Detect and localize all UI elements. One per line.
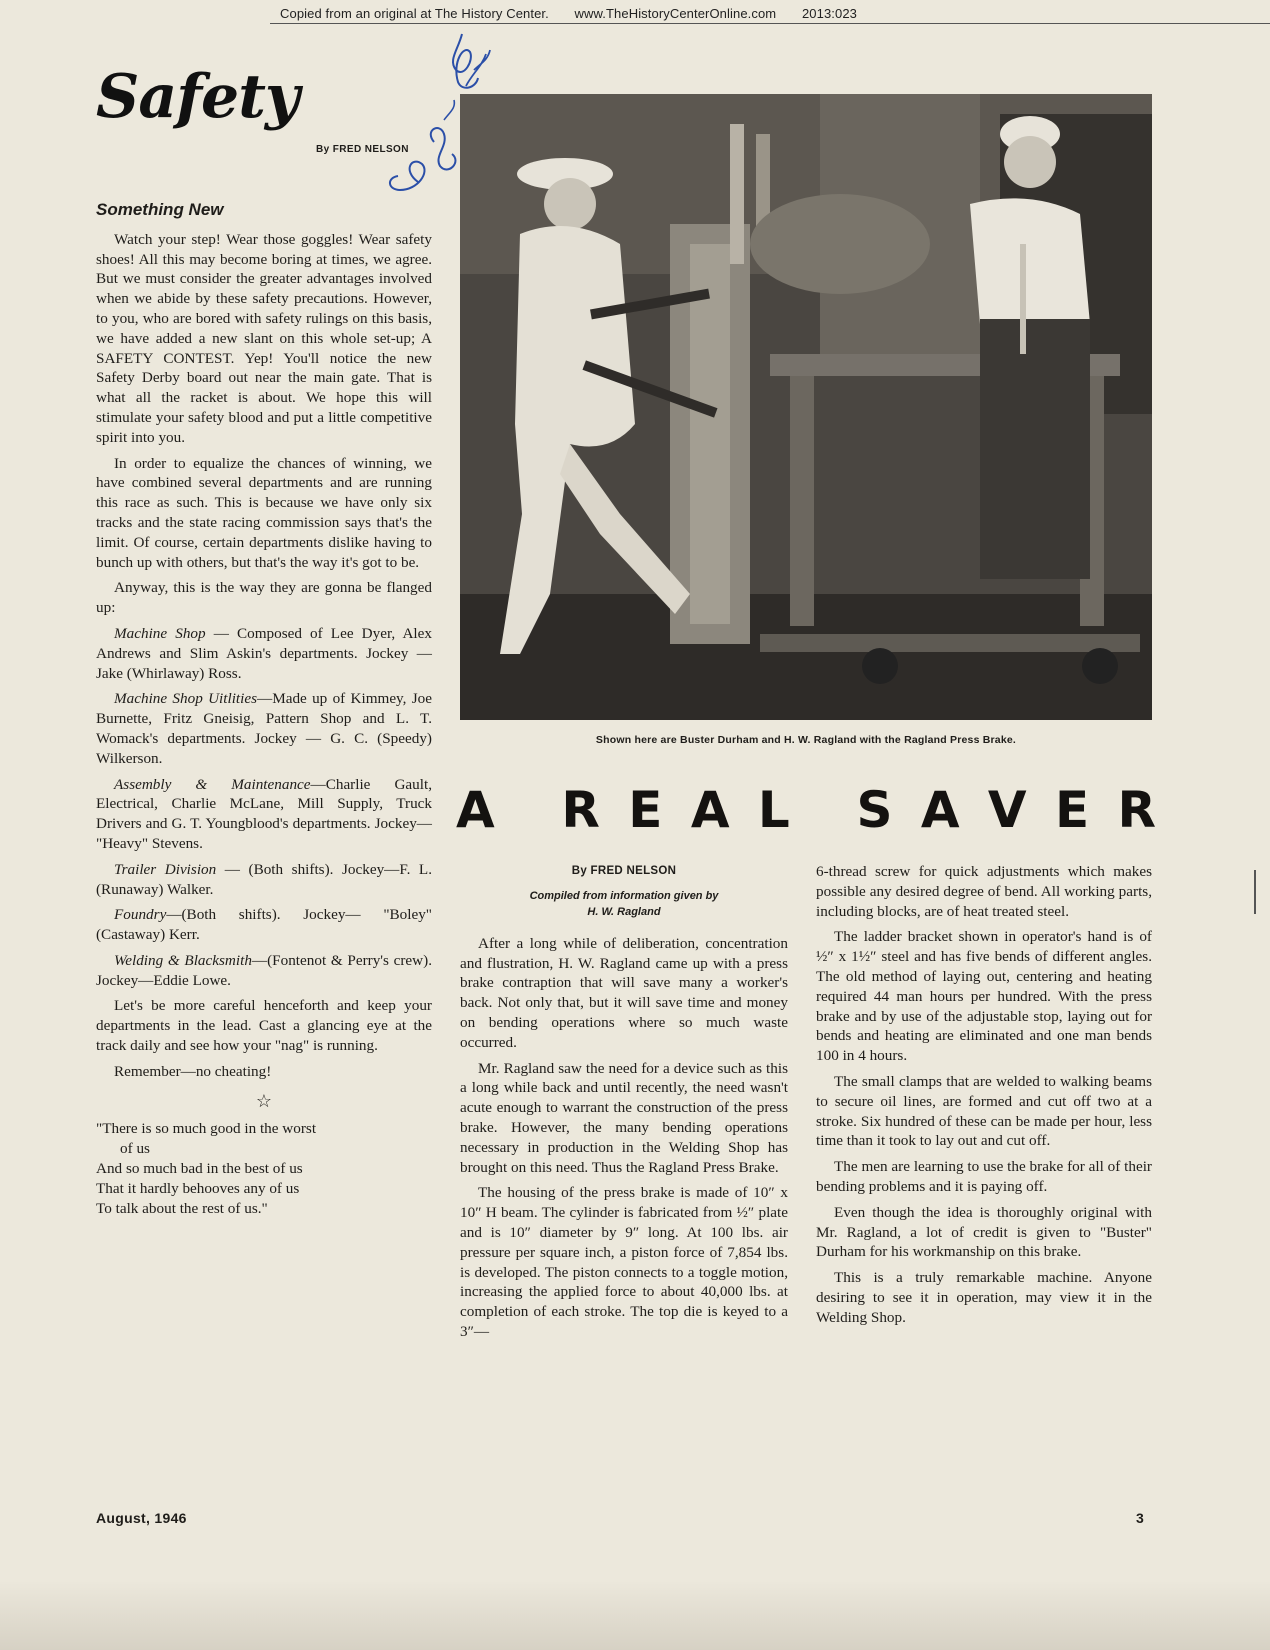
press-brake-photo (460, 94, 1152, 720)
title-letter: E (628, 781, 663, 839)
department-entry (96, 951, 432, 991)
copy-notice-header (280, 6, 1020, 21)
poem-line: To talk about the rest of us." (96, 1199, 268, 1217)
department-entry (96, 905, 432, 945)
copy-notice: Copied from an original at The History Center. (280, 6, 549, 21)
binding-edge-mark (1254, 870, 1256, 914)
article-title (456, 782, 1156, 838)
title-letter: A (920, 781, 960, 839)
article-column-2 (816, 862, 1152, 1334)
photo-illustration (460, 94, 1152, 720)
department-detail: — Composed of Lee Dyer, Alex Andrews and Slim Askin's departments. Jockey — Jake (Whirlaway) Ross. (96, 624, 432, 682)
department-name: Trailer Division (114, 860, 217, 878)
star-icon: ☆ (255, 1090, 273, 1111)
department-detail: — (Both shifts). Jockey—F. L. (Runaway) Walker. (96, 860, 433, 898)
article-paragraph: The housing of the press brake is made of 10″ x 10″ H beam. The cylinder is fabricated from ½″ plate and is 10″ diameter by 9″ long. At 100 lbs. air pressure per square inch, a piston force of 7,854 lbs. is developed. The piston connects to a toggle motion, increasing the applied force to about 40,000 lbs. at completion of each stroke. The top die is keyed to a 3″— (460, 1184, 788, 1340)
safety-masthead (96, 62, 432, 188)
page-edge-shadow (0, 1580, 1270, 1650)
photo-caption: Shown here are Buster Durham and H. W. Ragland with the Ragland Press Brake. (595, 734, 1017, 746)
department-entry (96, 624, 432, 683)
article-paragraph: The ladder bracket shown in operator's hand is of ½″ x 1½″ steel and has five bends of different angles. The old method of laying out, centering and heating required 44 man hours per hundred. With the press brake and by use of the adjustable stop, laying out for bends and heating are eliminated and one man bends 100 in 4 hours. (816, 928, 1152, 1065)
article-paragraph: Mr. Ragland saw the need for a device such as this a long while back and until recently, the need wasn't acute enough to warrant the construction of the press brake. However, the many bending operations necessary in production in the Welding Shop has brought on this need. Thus the Ragland Press Brake. (460, 1059, 788, 1176)
department-detail: —Made up of Kimmey, Joe Burnette, Fritz Gneisig, Pattern Shop and L. T. Womack's departments. Jockey — G. C. (Speedy) Wilkerson. (96, 690, 432, 767)
issue-date: August, 1946 (96, 1510, 187, 1526)
safety-column (96, 62, 433, 1218)
title-spacer (523, 782, 533, 838)
title-letter: R (561, 781, 600, 839)
safety-closing: Let's be more careful henceforth and keep your departments in the lead. Cast a glancing eye at the track daily and see how your "nag" is running. (96, 997, 432, 1055)
department-name: Welding & Blacksmith (114, 951, 252, 969)
safety-paragraph: Anyway, this is the way they are gonna be flanged up: (96, 579, 432, 617)
article-continuation: 6-thread screw for quick adjustments which makes possible any desired degree of bend. All working parts, including blocks, are of heat treated steel. (816, 863, 1152, 920)
website-url[interactable]: www.TheHistoryCenterOnline.com (574, 6, 777, 21)
department-entry (96, 775, 432, 854)
accession-number: 2013:023 (801, 6, 857, 21)
title-letter: E (1054, 781, 1090, 839)
department-name: Foundry (114, 906, 167, 924)
article-compiled-note: Compiled from information given by (529, 889, 719, 902)
safety-byline: By FRED NELSON (316, 144, 409, 155)
poem-line: "There is so much good in the worst (96, 1120, 317, 1138)
article-compiled-source: H. W. Ragland (587, 905, 661, 918)
article-paragraph: The small clamps that are welded to walking beams to secure oil lines, are formed and cut off two at a stroke. Six hundred of these can be made per hour, less time than it took to lay out and cut off. (816, 1072, 1152, 1150)
department-detail: —Charlie Gault, Electrical, Charlie McLane, Mill Supply, Truck Drivers and G. T. Youngblood's departments. Jockey— "Heavy" Stevens. (96, 775, 432, 852)
safety-paragraph: Watch your step! Wear those goggles! Wear safety shoes! All this may become boring at times, we agree. But we must consider the greater advantages involved when we abide by these safety precautions. However, to you, who are bored with safety rulings on this basis, we have added a new slant on this whole set-up; A SAFETY CONTEST. Yep! You'll notice the new Safety Derby board out near the main gate. That is what all the racket is about. We hope this will stimulate your safety blood and put a little competitive spirit into you. (96, 230, 432, 446)
page-number: 3 (1136, 1510, 1144, 1526)
safety-title: Safety (96, 62, 299, 132)
department-entry (96, 689, 432, 768)
article-paragraph: After a long while of deliberation, concentration and flustration, H. W. Ragland came up with a press brake contraption that will save many a worker's back. Not only that, but it will save time and money on bending operations where so much waste occurred. (460, 934, 788, 1051)
safety-subheading: Something New (96, 200, 224, 219)
department-name: Machine Shop (114, 624, 206, 642)
department-detail: —(Both shifts). Jockey— "Boley" (Castaway) Kerr. (96, 906, 432, 944)
article-column-1 (460, 862, 788, 1348)
poem-line: That it hardly behooves any of us (96, 1179, 300, 1197)
article-byline: By FRED NELSON (571, 865, 677, 877)
safety-remember: Remember—no cheating! (114, 1062, 272, 1080)
safety-paragraph: In order to equalize the chances of winning, we have combined several departments and are running this race as such. This is because we have only six tracks and the state racing commission says that's the limit. Of course, certain departments dislike having to bunch up with others, but that's the way it's got to be. (96, 454, 432, 571)
department-name: Assembly & Maintenance (114, 775, 311, 793)
title-letter: V (987, 781, 1027, 839)
title-letter: L (757, 781, 790, 839)
article-paragraph: Even though the idea is thoroughly original with Mr. Ragland, a lot of credit is given to "Buster" Durham for his workmanship on this brake. (816, 1203, 1152, 1261)
department-entry (96, 860, 432, 900)
article-paragraph: This is a truly remarkable machine. Anyone desiring to see it in operation, may view it in the Welding Shop. (816, 1269, 1152, 1326)
article-paragraph: The men are learning to use the brake for all of their bending problems and it is paying off. (816, 1158, 1152, 1195)
article-byline-block (460, 862, 788, 920)
title-letter: S (856, 781, 893, 839)
title-letter: A (690, 781, 730, 839)
poem-line: of us (120, 1140, 150, 1158)
title-letter: A (456, 781, 495, 839)
department-name: Machine Shop Uitlities (114, 690, 258, 708)
title-letter: R (1117, 781, 1156, 839)
poem (96, 1119, 432, 1218)
department-detail: —(Fontenot & Perry's crew). Jockey—Eddie Lowe. (96, 951, 432, 989)
poem-line: And so much bad in the best of us (96, 1160, 303, 1178)
title-spacer (818, 782, 828, 838)
header-rule (270, 23, 1270, 24)
